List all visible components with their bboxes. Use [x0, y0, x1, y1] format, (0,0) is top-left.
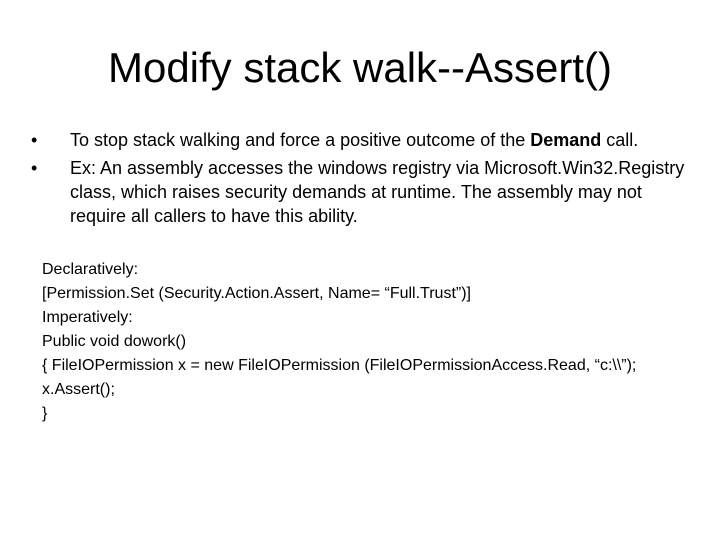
- bullet-text-before: To stop stack walking and force a positive outcome of the: [70, 130, 531, 150]
- code-line-declaratively: Declaratively:: [42, 261, 139, 278]
- bullet-text-after: call.: [601, 130, 639, 150]
- bullet-item-demand: [30, 128, 690, 152]
- bullet-dot-icon: •: [31, 158, 38, 178]
- code-line-method: Public void dowork(): [42, 333, 187, 350]
- code-line-assert: x.Assert();: [42, 381, 115, 398]
- bullet-text-bold: Demand: [530, 130, 602, 150]
- code-line-imperatively: Imperatively:: [42, 309, 133, 326]
- bullet-list: [30, 128, 690, 232]
- code-line-close-brace: }: [42, 405, 48, 422]
- code-line-attribute: [Permission.Set (Security.Action.Assert, Name= “Full.Trust”)]: [42, 285, 471, 302]
- bullet-item-example: [30, 156, 690, 228]
- code-block: [42, 258, 682, 426]
- slide-title: Modify stack walk--Assert(): [107, 44, 613, 91]
- code-line-permission: { FileIOPermission x = new FileIOPermission (FileIOPermissionAccess.Read, “c:\\”);: [42, 357, 637, 374]
- bullet-text: Ex: An assembly accesses the windows registry via Microsoft.Win32.Registry class, which raises security demands at runtime. The assembly may not require all callers to have this ability.: [70, 158, 685, 226]
- bullet-dot-icon: •: [31, 130, 38, 150]
